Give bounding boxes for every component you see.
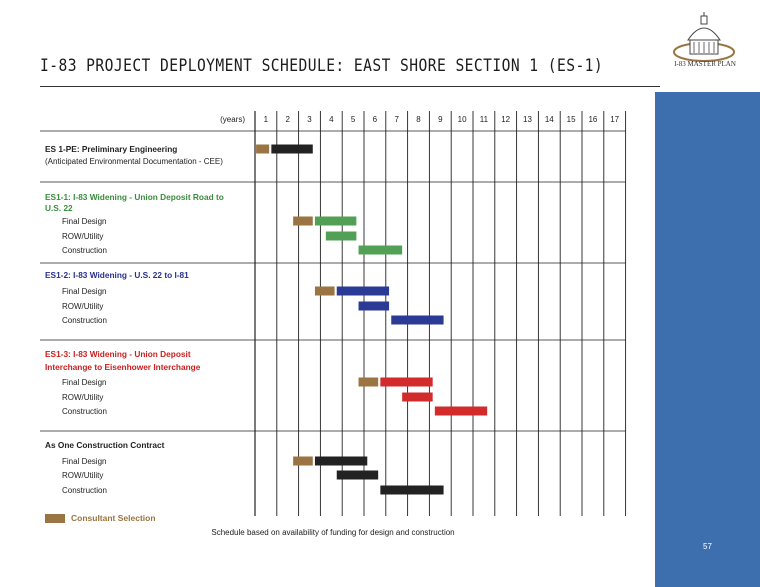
row-label: Final Design: [62, 378, 107, 387]
year-tick-label: 6: [372, 115, 378, 124]
group-title: ES1-1: I-83 Widening - Union Deposit Road to: [45, 192, 224, 202]
row-label: Construction: [62, 486, 107, 495]
group-title: ES 1-PE: Preliminary Engineering: [45, 144, 178, 154]
year-tick-label: 1: [263, 115, 269, 124]
row-label: Construction: [62, 316, 107, 325]
year-tick-label: 7: [394, 115, 399, 124]
group-title-line2: U.S. 22: [45, 203, 73, 213]
consultant-selection-bar: [315, 287, 335, 296]
group-title: ES1-2: I-83 Widening - U.S. 22 to I-81: [45, 270, 189, 280]
schedule-bar: [315, 217, 356, 226]
schedule-bar: [337, 287, 389, 296]
consultant-selection-bar: [256, 145, 269, 154]
page-title: I-83 PROJECT DEPLOYMENT SCHEDULE: EAST SHORE SECTION 1 (ES-1): [40, 56, 604, 76]
row-label: ROW/Utility: [62, 471, 104, 480]
schedule-bar: [380, 378, 432, 387]
row-label: Final Design: [62, 217, 107, 226]
year-tick-label: 12: [501, 115, 511, 124]
year-tick-label: 11: [479, 115, 489, 124]
row-label: ROW/Utility: [62, 232, 104, 241]
schedule-bar: [326, 232, 357, 241]
schedule-bar: [359, 302, 390, 311]
year-tick-label: 14: [544, 115, 554, 124]
year-tick-label: 4: [329, 115, 334, 124]
consultant-selection-bar: [293, 217, 313, 226]
year-tick-label: 17: [610, 115, 620, 124]
group-title: As One Construction Contract: [45, 440, 165, 450]
row-label: Construction: [62, 407, 107, 416]
schedule-bar: [359, 246, 403, 255]
row-label: ROW/Utility: [62, 393, 104, 402]
row-label: ROW/Utility: [62, 302, 104, 311]
row-label: Construction: [62, 246, 107, 255]
legend-label: Consultant Selection: [71, 513, 156, 523]
legend-swatch: [45, 514, 65, 523]
consultant-selection-bar: [359, 378, 379, 387]
footnote: Schedule based on availability of funding for design and construction: [211, 528, 455, 537]
schedule-bar: [391, 316, 443, 325]
group-title-line2: Interchange to Eisenhower Interchange: [45, 362, 201, 372]
group-subtitle: (Anticipated Environmental Documentation - CEE): [45, 157, 223, 166]
row-label: Final Design: [62, 457, 107, 466]
year-tick-label: 13: [523, 115, 532, 124]
row-label: Final Design: [62, 287, 107, 296]
year-tick-label: 16: [588, 115, 598, 124]
schedule-bar: [337, 471, 378, 480]
axis-label: (years): [220, 115, 245, 124]
year-tick-label: 5: [350, 115, 356, 124]
year-tick-label: 8: [416, 115, 421, 124]
year-tick-label: 3: [307, 115, 312, 124]
schedule-bar: [271, 145, 312, 154]
year-tick-label: 10: [457, 115, 467, 124]
schedule-bar: [402, 393, 433, 402]
consultant-selection-bar: [293, 457, 313, 466]
schedule-bar: [315, 457, 367, 466]
year-tick-label: 9: [438, 115, 443, 124]
schedule-bar: [435, 407, 487, 416]
schedule-bar: [380, 486, 443, 495]
sidebar-panel: [655, 92, 760, 587]
year-tick-label: 2: [285, 115, 290, 124]
page-number: 57: [703, 542, 712, 551]
year-tick-label: 15: [566, 115, 576, 124]
logo-text: I-83 MASTER PLAN: [674, 60, 736, 68]
group-title: ES1-3: I-83 Widening - Union Deposit: [45, 349, 191, 359]
